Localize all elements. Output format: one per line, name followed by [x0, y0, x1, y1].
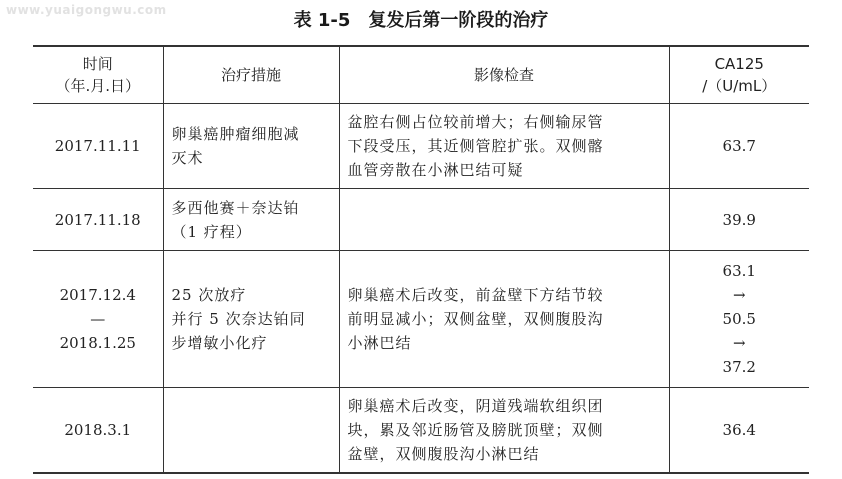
header-treatment: 治疗措施: [163, 46, 339, 104]
table-row: [33, 189, 809, 251]
cell-line: 2017.11.18: [54, 210, 141, 229]
header-row: [33, 46, 809, 104]
cell-line: 盆腔右侧占位较前增大；右侧输尿管: [347, 113, 604, 131]
cell-imaging: [339, 388, 669, 473]
cell-ca125: [669, 104, 809, 189]
watermark: www.yuaigongwu.com: [6, 3, 167, 17]
cell-treatment: [163, 251, 339, 388]
cell-line: 39.9: [722, 210, 756, 229]
cell-line: 步增敏小化疗: [171, 334, 268, 352]
cell-line: 卵巢癌术后改变，阴道残端软组织团: [347, 396, 604, 415]
cell-line: 50.5: [722, 310, 756, 328]
cell-line: 前明显减小；双侧盆壁，双侧腹股沟: [347, 310, 604, 328]
cell-line: —: [90, 310, 106, 328]
table-row: [33, 388, 809, 473]
cell-line: 多西他赛＋奈达铂: [171, 198, 300, 217]
header-ca125-line-1: CA125: [714, 55, 764, 73]
cell-date: [33, 251, 163, 388]
cell-treatment: [163, 104, 339, 189]
header-ca125: [669, 46, 809, 104]
cell-imaging: [339, 251, 669, 388]
cell-line: 2018.3.1: [64, 420, 132, 439]
cell-line: 63.1: [722, 262, 756, 280]
cell-line: 2017.12.4: [59, 286, 136, 304]
cell-line: （1 疗程）: [171, 222, 252, 241]
arrow-icon: →: [732, 334, 746, 352]
table-row: [33, 251, 809, 388]
cell-date: [33, 388, 163, 473]
header-time-line-1: 时间: [82, 55, 113, 73]
cell-line: 2018.1.25: [59, 334, 136, 352]
header-imaging: 影像检查: [339, 46, 669, 104]
cell-line: 25 次放疗: [171, 286, 247, 304]
cell-date: [33, 104, 163, 189]
cell-line: 卵巢癌术后改变，前盆壁下方结节较: [347, 286, 604, 304]
cell-treatment: [163, 388, 339, 473]
cell-line: 灭术: [171, 149, 204, 167]
cell-line: 36.4: [722, 420, 756, 439]
cell-line: 块，累及邻近肠管及膀胱顶壁；双侧: [347, 420, 604, 439]
cell-line: 血管旁散在小淋巴结可疑: [347, 161, 524, 179]
cell-line: 63.7: [722, 137, 756, 155]
cell-line: 盆壁，双侧腹股沟小淋巴结: [347, 444, 540, 463]
treatment-table: [33, 45, 809, 474]
cell-line: 2017.11.11: [54, 137, 141, 155]
header-time-line-2: （年.月.日）: [55, 77, 141, 95]
cell-ca125: [669, 251, 809, 388]
cell-line: 小淋巴结: [347, 334, 412, 352]
cell-imaging: [339, 104, 669, 189]
cell-line: 下段受压，其近侧管腔扩张。双侧髂: [347, 137, 604, 155]
cell-line: 卵巢癌肿瘤细胞减: [171, 125, 300, 143]
cell-date: [33, 189, 163, 251]
cell-line: 并行 5 次奈达铂同: [171, 310, 306, 328]
cell-line: 37.2: [722, 358, 756, 376]
cell-ca125: [669, 189, 809, 251]
cell-imaging: [339, 189, 669, 251]
cell-treatment: [163, 189, 339, 251]
table-row: [33, 104, 809, 189]
arrow-icon: →: [732, 286, 746, 304]
header-time: [33, 46, 163, 104]
table-title: 表 1-5 复发后第一阶段的治疗: [293, 10, 549, 31]
cell-ca125: [669, 388, 809, 473]
header-ca125-line-2: /（U/mL）: [702, 77, 777, 95]
